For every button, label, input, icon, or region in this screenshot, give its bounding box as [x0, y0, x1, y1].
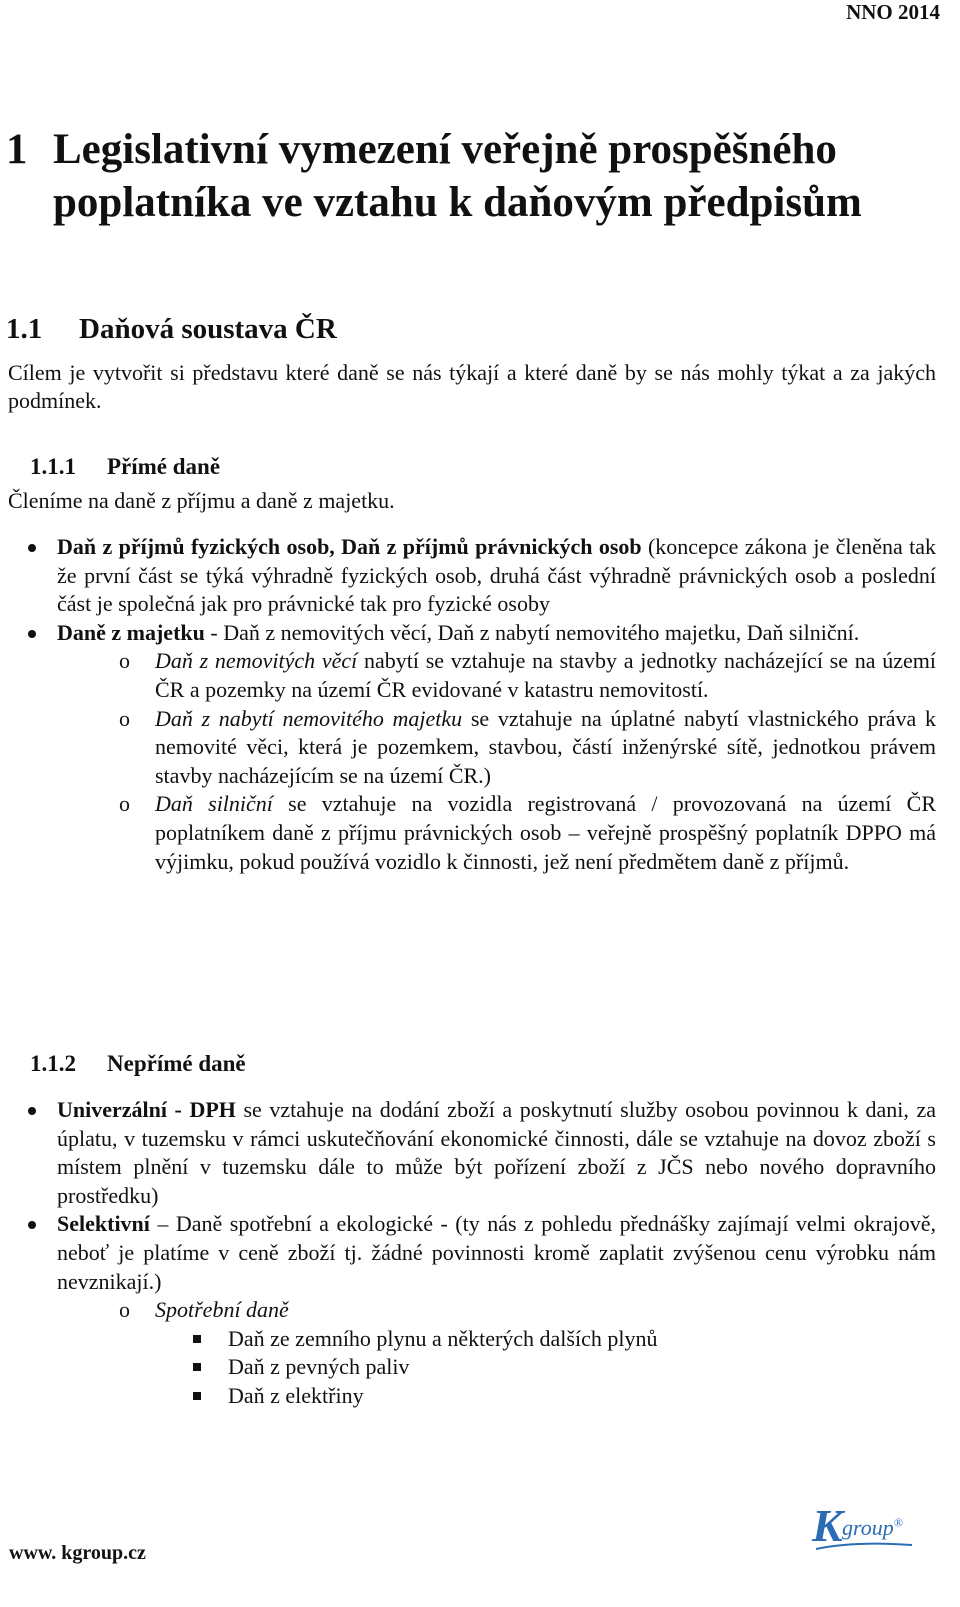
list-subsubitem: [0, 1382, 936, 1411]
square-bullet-icon: [193, 1363, 201, 1371]
subitem-text: nabytí se vztahuje na stavby a jednotky nacházející se na území ČR a pozemky na území ČR evidované v katastru nemovitostí.: [155, 648, 937, 702]
header-code: NNO 2014: [846, 0, 940, 24]
subitem-italic: Daň z nabytí nemovitého majetku: [155, 705, 463, 731]
footer-url[interactable]: www. kgroup.cz: [9, 1542, 146, 1564]
heading-1: [6, 123, 906, 229]
list-item: [0, 619, 936, 648]
heading-1-number: 1: [6, 126, 28, 173]
item-text: (koncepce zákona je členěna tak že první část se týká výhradně fyzických osob, druhá část výhradně právnických osob a poslední část je společná jak pro právnické tak pro fyzické osoby: [57, 534, 937, 617]
kgroup-logo: [812, 1500, 922, 1553]
list-subsubitem: [0, 1353, 936, 1382]
heading-2-text: Daňová soustava ČR: [79, 313, 337, 345]
item-text: – Daně spotřební a ekologické - (ty nás z pohledu přednášky zajímají velmi okrajově, neboť je platíme v ceně zboží tj. žádné povinnosti kromě zaplatit zvýšenou cenu výrobku nám nevznikají.): [57, 1211, 936, 1294]
heading-2: [6, 313, 337, 346]
list-subitem: [0, 1296, 936, 1325]
square-bullet-icon: [193, 1335, 201, 1343]
circle-bullet-icon: o: [119, 791, 130, 817]
list-subitem: [0, 790, 936, 876]
heading-1-text: Legislativní vymezení veřejně prospěšného poplatníka ve vztahu k daňovým předpisům: [53, 126, 862, 226]
square-bullet-icon: [193, 1392, 201, 1400]
heading-indirect-number: 1.1.2: [30, 1051, 76, 1076]
subsubitem-text: Daň ze zemního plynu a některých dalších plynů: [228, 1325, 658, 1351]
heading-direct-number: 1.1.1: [30, 454, 76, 479]
logo-k: K: [812, 1500, 843, 1551]
intro-paragraph: Cílem je vytvořit si představu které daně se nás týkají a které daně by se nás mohly týkat a za jakých podmínek.: [8, 360, 936, 413]
indirect-tax-list: [0, 1096, 936, 1411]
logo-text: group®: [842, 1515, 903, 1540]
subitem-italic: Daň z nemovitých věcí: [155, 648, 358, 674]
bullet-icon: [28, 630, 36, 638]
heading-direct-title: Přímé daně: [107, 454, 221, 479]
subitem-text: se vztahuje na vozidla registrovaná / provozovaná na území ČR poplatníkem daně z příjmu právnických osob – veřejně prospěšný poplatník DPPO má výjimku, pokud používá vozidlo k činnosti, jež není předmětem daně z příjmů.: [155, 791, 936, 874]
logo-swoosh-icon: [814, 1539, 914, 1553]
bullet-icon: [28, 1221, 36, 1229]
circle-bullet-icon: o: [119, 1297, 130, 1323]
circle-bullet-icon: o: [119, 705, 130, 731]
bullet-icon: [28, 544, 36, 552]
subitem-italic: Daň silniční: [155, 791, 273, 817]
circle-bullet-icon: o: [119, 648, 130, 674]
direct-intro: Členíme na daně z příjmu a daně z majetku.: [8, 488, 395, 513]
list-subitem: [0, 647, 936, 704]
bullet-icon: [28, 1107, 36, 1115]
item-bold: Univerzální - DPH: [57, 1097, 236, 1122]
item-text: se vztahuje na dodání zboží a poskytnutí služby osobou povinnou k dani, za úplatu, v tuzemsku v rámci uskutečňování ekonomické činnosti, dále se vztahuje na dovoz zboží s místem plnění v tuzemsku dále to může být pořízení zboží z JČS nebo nového dopravního prostředku): [57, 1097, 936, 1208]
item-bold: Selektivní: [57, 1211, 150, 1237]
list-item: [0, 533, 936, 619]
heading-direct-taxes: [30, 454, 221, 480]
list-subsubitem: [0, 1325, 936, 1354]
subitem-text: se vztahuje na úplatné nabytí vlastnického práva k nemovité věci, která je pozemkem, stavbou, částí inženýrské sítě, jednotkou právem stavby nacházejícím se na území ČR.): [155, 705, 936, 788]
list-item: [0, 1096, 936, 1210]
item-bold: Daň z příjmů fyzických osob, Daň z příjmů právnických osob: [57, 534, 642, 559]
heading-indirect-title: Nepřímé daně: [107, 1051, 246, 1076]
item-text: - Daň z nemovitých věcí, Daň z nabytí nemovitého majetku, Daň silniční.: [204, 619, 860, 645]
item-bold: Daně z majetku: [57, 619, 205, 645]
direct-tax-list: [0, 533, 936, 876]
subitem-italic: Spotřební daně: [155, 1297, 289, 1323]
heading-indirect-taxes: [30, 1051, 246, 1077]
subsubitem-text: Daň z pevných paliv: [228, 1354, 410, 1380]
heading-2-number: 1.1: [6, 313, 43, 345]
subsubitem-text: Daň z elektřiny: [228, 1382, 364, 1408]
list-item: [0, 1210, 936, 1296]
list-subitem: [0, 705, 936, 791]
